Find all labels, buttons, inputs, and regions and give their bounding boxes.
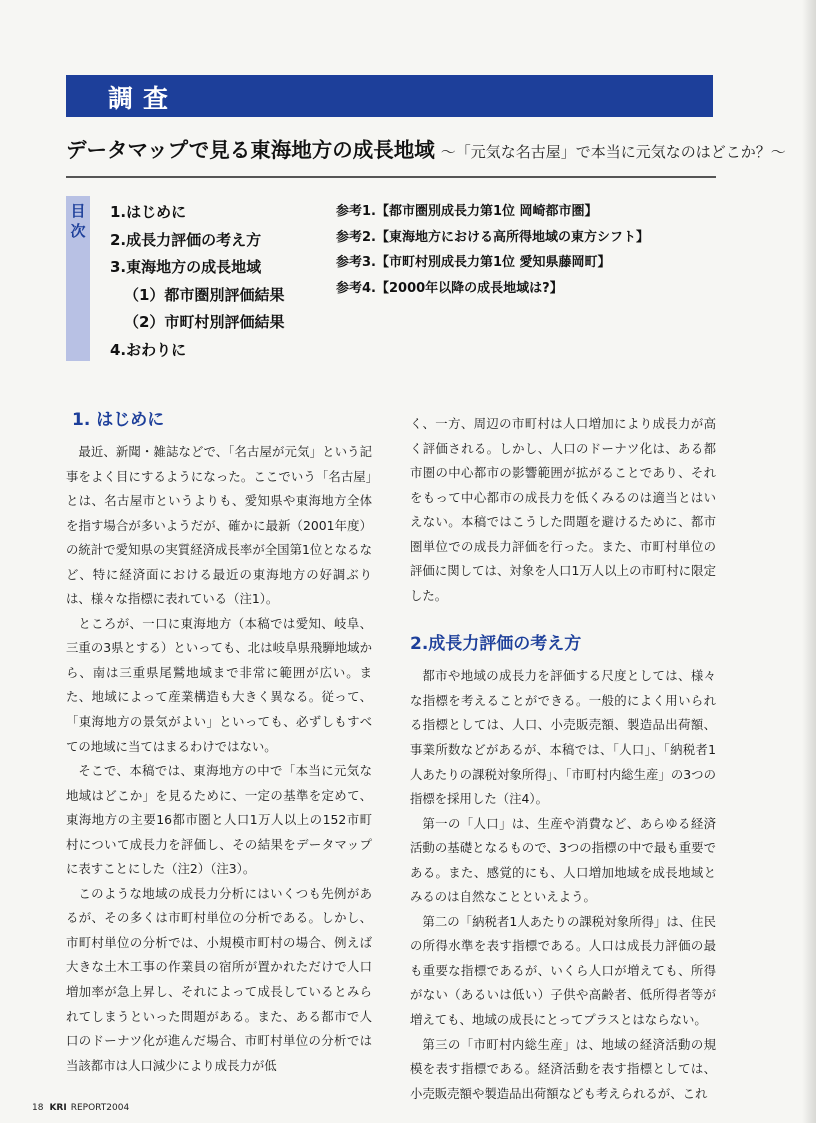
left-column <box>66 402 372 1078</box>
paragraph: 第三の「市町村内総生産」は、地域の経済活動の規模を表す指標である。経済活動を表す指標としては、小売販売額や製造品出荷額なども考えられるが、これ <box>410 1036 716 1101</box>
paragraph: そこで、本稿では、東海地方の中で「本当に元気な地域はどこか」を見るために、一定の基準を定めて、東海地方の主要16都市圏と人口1万人以上の152市町村について成長力を評価し、その結果をデータマップに表すことにした（注2）（注3）。 <box>66 763 372 877</box>
section-2-heading: 2.成長力評価の考え方 <box>410 634 582 655</box>
reference-item: 参考1.【都市圏別成長力第1位 岡崎都市圏】 <box>336 204 598 219</box>
paragraph: 都市や地域の成長力を評価する尺度としては、様々な指標を考えることができる。一般的によく用いられる指標としては、人口、小売販売額、製造品出荷額、事業所数などがあるが、本稿では、「人口」、「納税者1人あたりの課税対象所得」、「市町村内総生産」の3つの指標を採用した（注4）。 <box>410 668 716 807</box>
banner-title: 調査 <box>108 84 179 113</box>
paragraph: 最近、新聞・雑誌などで、「名古屋が元気」という記事をよく目にするようになった。ここでいう「名古屋」とは、名古屋市というよりも、愛知県や東海地方全体を指す場合が多いようだが、確かに最新（2001年度）の統計で愛知県の実質経済成長率が全国第1位となるなど、特に経済面における最近の東海地方の好調ぶりは、様々な指標に表れている（注1）。 <box>66 444 372 607</box>
reference-item: 参考4.【2000年以降の成長地域は?】 <box>336 281 563 297</box>
reference-item: 参考2.【東海地方における高所得地域の東方シフト】 <box>336 229 649 245</box>
article-title-sub: 〜「元気な名古屋」で本当に元気なのはどこか？〜 <box>440 143 786 161</box>
article-title-main: データマップで見る東海地方の成長地域 <box>66 138 435 162</box>
toc-badge <box>66 196 90 361</box>
toc-item: 2.成長力評価の考え方 <box>110 230 262 249</box>
toc-badge-char-2: 次 <box>70 222 86 240</box>
paragraph: 第二の「納税者1人あたりの課税対象所得」は、住民の所得水準を表す指標である。人口は成長力評価の最も重要な指標であるが、いくら人口が増えても、所得がない（あるいは低い）子供や高齢者、低所得者等が増えても、地域の成長にとってプラスとはならない。 <box>410 913 716 1028</box>
footer-logo: KRI <box>49 1103 67 1113</box>
toc-item: 4.おわりに <box>110 340 187 359</box>
table-of-contents <box>110 199 284 364</box>
paragraph-continued: く、一方、周辺の市町村は人口増加により成長力が高く評価される。しかし、人口のドーナツ化は、ある都市圏の中心都市の影響範囲が拡がることであり、それをもって中心都市の成長力を低くみるのは適当とはいえない。本稿ではこうした問題を避けるために、都市圏単位での成長力評価を行った。また、市町村単位の評価に関しては、対象を人口1万人以上の市町村に限定した。 <box>410 416 716 603</box>
article-title <box>66 133 786 163</box>
toc-item: （2）市町村別評価結果 <box>124 313 285 331</box>
toc-item: 3.東海地方の成長地域 <box>110 258 262 276</box>
section-1-heading: 1. はじめに <box>72 410 165 430</box>
toc-item: （1）都市圏別評価結果 <box>124 285 285 304</box>
reference-list <box>336 199 649 302</box>
page-footer <box>32 1103 129 1113</box>
paragraph: ところが、一口に東海地方（本稿では愛知、岐阜、三重の3県とする）といっても、北は岐阜県飛騨地域から、南は三重県尾鷲地域まで非常に範囲が広い。また、地域によって産業構造も大きく異なる。従って、「東海地方の景気がよい」といっても、必ずしもすべての地域に当てはまるわけではない。 <box>66 615 372 754</box>
paragraph: 第一の「人口」は、生産や消費など、あらゆる経済活動の基礎となるもので、3つの指標の中で最も重要である。また、感覚的にも、人口増加地域を成長地域とみるのは自然なことといえよう。 <box>410 815 716 905</box>
paragraph: このような地域の成長力分析にはいくつも先例があるが、その多くは市町村単位の分析である。しかし、市町村単位の分析では、小規模市町村の場合、例えば大きな土木工事の作業員の宿所が置かれただけで人口増加率が急上昇し、それによって成長しているとみられてしまうといった問題がある。また、ある都市で人口のドーナツ化が進んだ場合、市町村単位の分析では当該都市は人口減少により成長力が低 <box>66 885 372 1073</box>
reference-item: 参考3.【市町村別成長力第1位 愛知県藤岡町】 <box>336 255 611 271</box>
toc-badge-char-1: 目 <box>70 202 86 220</box>
right-column <box>410 412 716 1106</box>
footer-report-name: REPORT2004 <box>70 1103 130 1113</box>
page-number: 18 <box>32 1103 44 1113</box>
page-edge-shadow <box>802 0 816 1123</box>
heading-spacer <box>410 608 716 626</box>
title-rule <box>66 176 716 178</box>
section-banner <box>66 75 713 117</box>
toc-item: 1.はじめに <box>110 203 187 221</box>
